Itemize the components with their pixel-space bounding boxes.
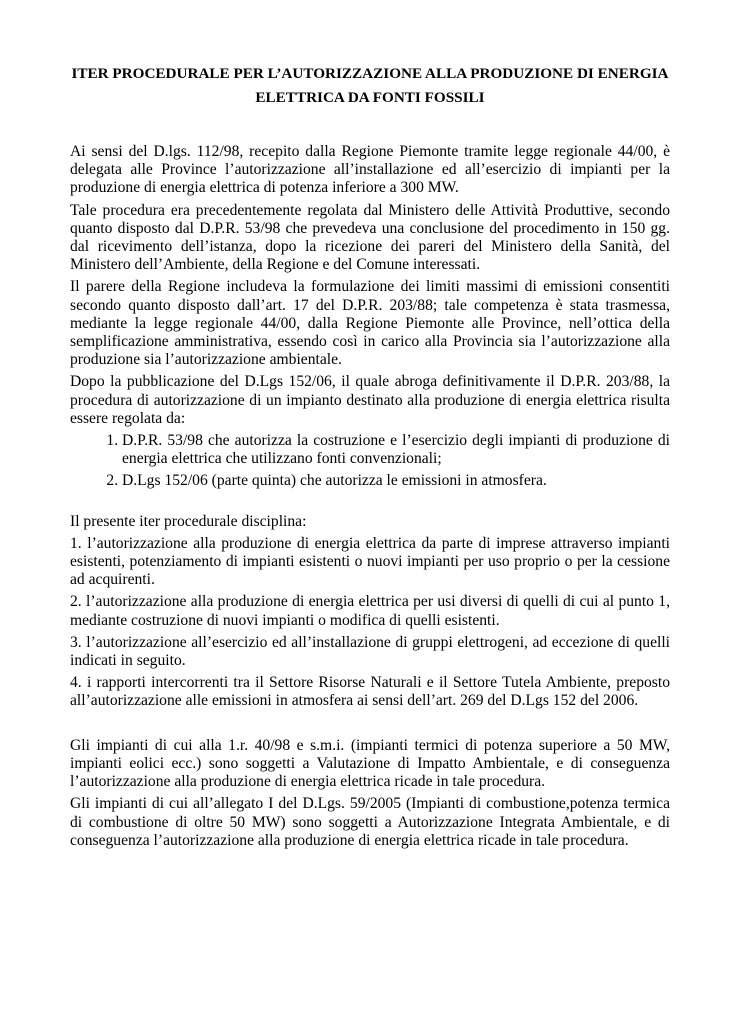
title-line-1: ITER PROCEDURALE PER L’AUTORIZZAZIONE ALLA PRODUZIONE DI ENERGIA bbox=[71, 65, 669, 82]
spacer bbox=[70, 495, 670, 513]
paragraph-procedura-precedente: Tale procedura era precedentemente regolata dal Ministero delle Attività Produttive, secondo quanto disposto dal D.P.R. 53/98 che prevedeva una conclusione del procedimento in 150 gg. dal ricevimento dell’istanza, dopo la ricezione dei pareri del Ministero della Sanità, del Ministero dell’Ambiente, della Regione e del Comune interessati. bbox=[70, 201, 670, 274]
discipline-item-3: 3. l’autorizzazione all’esercizio ed all’installazione di gruppi elettrogeni, ad eccezione di quelli indicati in seguito. bbox=[70, 633, 670, 670]
document-body bbox=[70, 143, 670, 850]
paragraph-aia: Gli impianti di cui all’allegato I del D.Lgs. 59/2005 (Impianti di combustione,potenza termica di combustione di oltre 50 MW) sono soggetti a Autorizzazione Integrata Ambientale, e di conseguenza l’autorizzazione alla produzione di energia elettrica ricade in tale procedura. bbox=[70, 795, 670, 849]
regulation-list bbox=[70, 432, 670, 491]
spacer bbox=[70, 715, 670, 737]
paragraph-parere-regione: Il parere della Regione includeva la formulazione dei limiti massimi di emissioni consentiti secondo quanto disposto dall’art. 17 del D.P.R. 203/88; tale competenza è stata trasmessa, mediante la legge regionale 44/00, dalla Regione Piemonte alle Province, nell’ottica della semplificazione amministrativa, essendo così in carico alla Provincia sia l’autorizzazione alla produzione sia l’autorizzazione ambientale. bbox=[70, 278, 670, 369]
discipline-item-4: 4. i rapporti intercorrenti tra il Settore Risorse Naturali e il Settore Tutela Ambiente, preposto all’autorizzazione alle emissioni in atmosfera ai sensi dell’art. 269 del D.Lgs 152 del 2006. bbox=[70, 674, 670, 710]
paragraph-iter-disciplina: Il presente iter procedurale disciplina: bbox=[70, 512, 307, 530]
discipline-item-2: 2. l’autorizzazione alla produzione di energia elettrica per usi diversi di quelli di cui al punto 1, mediante costruzione di nuovi impianti o modifica di quelli esistenti. bbox=[70, 593, 670, 629]
regulation-list-item: 2. D.Lgs 152/06 (parte quinta) che autorizza le emissioni in atmosfera. bbox=[122, 472, 670, 490]
regulation-list-item: 1. D.P.R. 53/98 che autorizza la costruzione e l’esercizio degli impianti di produzione di energia elettrica che utilizzano fonti convenzionali; bbox=[122, 432, 670, 468]
discipline-item-1: 1. l’autorizzazione alla produzione di energia elettrica da parte di imprese attraverso impianti esistenti, potenziamento di impianti esistenti o nuovi impianti per uso proprio o per la cessione ad acquirenti. bbox=[70, 534, 670, 589]
document-page bbox=[70, 62, 670, 854]
title-line-2: ELETTRICA DA FONTI FOSSILI bbox=[255, 89, 485, 106]
paragraph-delega-province: Ai sensi del D.lgs. 112/98, recepito dalla Regione Piemonte tramite legge regionale 44/00, è delegata alle Province l’autorizzazione all’installazione ed all’esercizio di impianti per la produzione di energia elettrica di potenza inferiore a 300 MW. bbox=[70, 143, 670, 197]
paragraph-dlgs-152-06: Dopo la pubblicazione del D.Lgs 152/06, il quale abroga definitivamente il D.P.R. 203/88, la procedura di autorizzazione di un impianto destinato alla produzione di energia elettrica risulta essere regolata da: bbox=[70, 373, 670, 427]
document-title bbox=[70, 62, 670, 110]
paragraph-via: Gli impianti di cui alla 1.r. 40/98 e s.m.i. (impianti termici di potenza superiore a 50 MW, impianti eolici ecc.) sono soggetti a Valutazione di Impatto Ambientale, e di conseguenza l’autorizzazione alla produzione di energia elettrica ricade in tale procedura. bbox=[70, 736, 670, 791]
